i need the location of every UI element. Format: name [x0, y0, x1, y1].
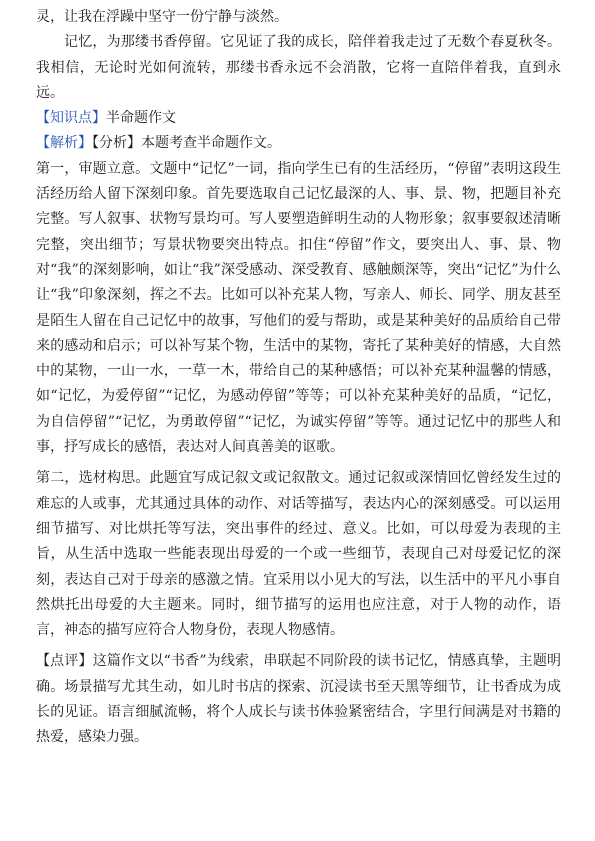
essay-final-paragraph: 记忆，为那缕书香停留。它见证了我的成长，陪伴着我走过了无数个春夏秋冬。我相信，无论时光如何流转，那缕书香永远不会消散，它将一直陪伴着我，直到永远。: [36, 34, 561, 101]
analysis-point-two: 第二，选材构思。此题宜写成记叙文或记叙散文。通过记叙或深情回忆曾经发生过的难忘的人或事，尤其通过具体的动作、对话等描写，表达内心的深刻感受。可以运用细节描写、对比烘托等写法，突出事件的经过、意义。比如，可以母爱为表现的主旨，从生活中选取一些能表现出母爱的一个或一些细节，表现自己对母爱记忆的深刻，表达自己对于母亲的感激之情。宜采用以小见大的写法，以生活中的平凡小事自然烘托出母爱的大主题来。同时，细节描写的运用也应注意，对于人物的动作，语言，神态的描写应符合人物身份，表现人物感情。: [36, 470, 561, 639]
essay-ending-line: 灵，让我在浮躁中坚守一份宁静与淡然。: [36, 9, 288, 25]
analysis-text: 【分析】本题考查半命题作文。: [92, 135, 281, 152]
comment-paragraph: 【点评】这篇作文以“书香”为线索，串联起不同阶段的读书记忆，情感真挚，主题明确。场景描写尤其生动，如儿时书店的探索、沉浸读书至天黑等细节，让书香成为成长的见证。语言细腻流畅，将个人成长与读书体验紧密结合，字里行间满是对书籍的热爱，感染力强。: [36, 653, 561, 746]
analysis-heading: [36, 131, 561, 156]
knowledge-point: [36, 106, 561, 131]
analysis-tag: 【解析】: [36, 135, 92, 152]
analysis-point-one: 第一，审题立意。文题中“记忆”一词，指向学生已有的生活经历，“停留”表明这段生活经历给人留下深刻印象。首先要选取自己记忆最深的人、事、景、物，把题目补充完整。写人叙事、状物写景均可。写人要塑造鲜明生动的人物形象；叙事要叙述清晰完整，突出细节；写景状物要突出特点。扣住“停留”作文，要突出人、事、景、物对“我”的深刻影响，如让“我”深受感动、深受教育、感触颇深等，突出“记忆”为什么让“我”印象深刻，挥之不去。比如可以补充某人物，写亲人、师长、同学、朋友甚至是陌生人留在自己记忆中的故事，写他们的爱与帮助，或是某种美好的品质给自己带来的感动和启示；可以补写某个物，生活中的某物，寄托了某种美好的情感，大自然中的某物，一山一水，一草一木，带给自己的某种感悟；可以补充某种温馨的情感，如“记忆，为爱停留”“记忆，为感动停留”等等；可以补充某种美好的品质，“记忆，为自信停留”“记忆，为勇敢停留”“记忆，为诚实停留”等等。通过记忆中的那些人和事，抒写成长的感悟，表达对人间真善美的讴歌。: [36, 160, 561, 456]
knowledge-text: 半命题作文: [106, 110, 176, 127]
knowledge-tag: 【知识点】: [36, 110, 106, 127]
